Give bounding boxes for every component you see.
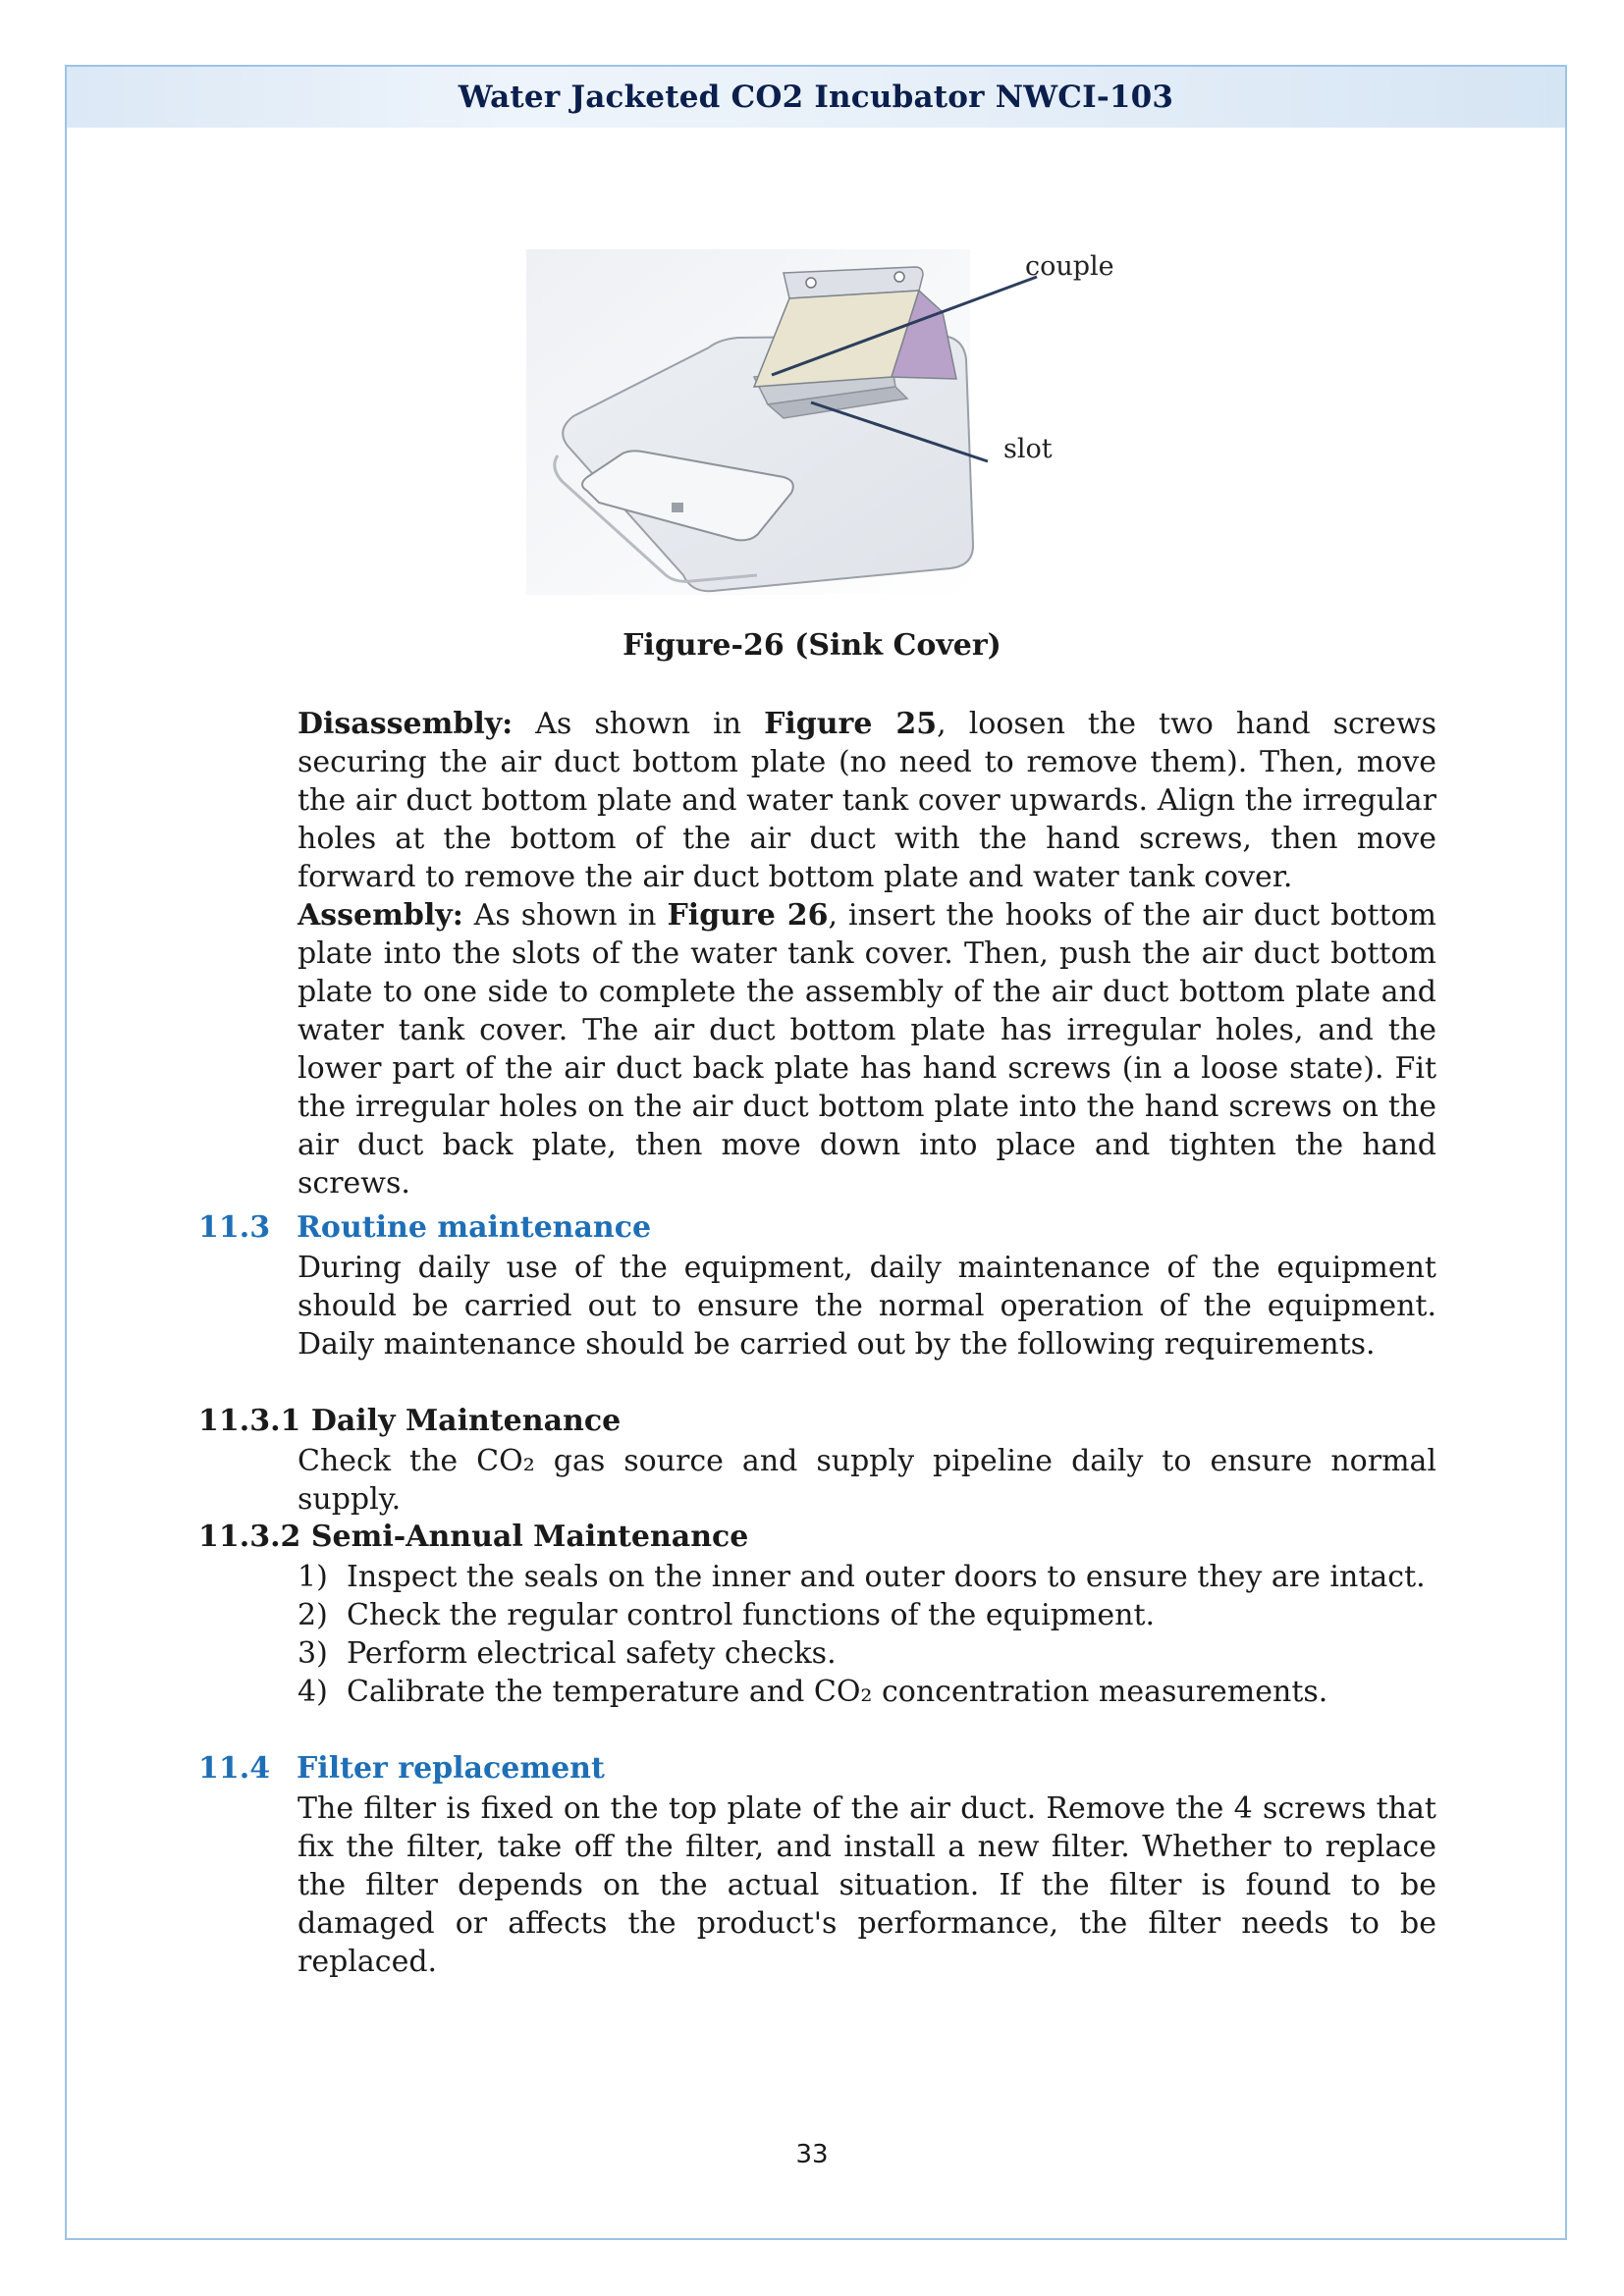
assembly-text-2: , insert the hooks of the air duct bottom plate into the slots of the water tank cover. Then, push the air duct bottom plate to one side to complete the assembly of the air duct bottom plate and water tank cover. The air duct bottom plate has irregular holes, and the lower part of the air duct back plate has hand screws (in a loose state). Fit the irregular holes on the air duct bottom plate into the hand screws on the air duct back plate, then move down into place and tighten the hand screws. [298, 898, 1436, 1201]
section-11-4-title: Filter replacement [297, 1751, 605, 1786]
section-11-4-body: The filter is fixed on the top plate of the air duct. Remove the 4 screws that fix the filter, take off the filter, and install a new filter. Whether to replace the filter depends on the actual situation. If the filter is found to be damaged or affects the product's performance, the filter needs to be replaced. [298, 1791, 1436, 1979]
list-item [298, 1673, 1436, 1711]
disassembly-paragraph [298, 705, 1436, 896]
list-item-number: 2) [298, 1598, 328, 1632]
screw-hole-right [894, 272, 904, 282]
list-item [298, 1634, 1436, 1673]
slot-label: slot [1003, 434, 1053, 464]
screw-hole-left [806, 278, 816, 288]
disassembly-label: Disassembly: [298, 707, 514, 741]
figure-26-ref: Figure 26 [667, 898, 829, 933]
slot-latch [672, 503, 683, 512]
list-item-number: 1) [298, 1560, 328, 1594]
section-11-3-number: 11.3 [198, 1210, 271, 1245]
list-item-text: Check the regular control functions of the equipment. [347, 1598, 1156, 1632]
section-11-3-1-body: Check the CO₂ gas source and supply pipeline daily to ensure normal supply. [298, 1444, 1436, 1517]
list-item-number: 4) [298, 1675, 328, 1709]
page-header [67, 67, 1565, 128]
list-item [298, 1596, 1436, 1634]
list-item-text: Inspect the seals on the inner and outer doors to ensure they are intact. [347, 1560, 1426, 1594]
section-11-3-title: Routine maintenance [297, 1210, 652, 1245]
sink-cover-figure [526, 249, 1114, 595]
figure-25-ref: Figure 25 [764, 707, 938, 741]
semi-annual-list [298, 1558, 1436, 1711]
disassembly-text-2: , loosen the two hand screws securing the air duct bottom plate (no need to remove them). Then, move the air duct bottom plate and water tank cover upwards. Align the irregular holes at the bottom of the air duct with the hand screws, then move forward to remove the air duct bottom plate and water tank cover. [298, 707, 1436, 894]
page-number: 33 [795, 2140, 829, 2169]
section-11-3-1-heading: 11.3.1 Daily Maintenance [198, 1404, 622, 1438]
list-item-text: Perform electrical safety checks. [347, 1636, 837, 1671]
couple-label: couple [1025, 251, 1114, 282]
list-item-number: 3) [298, 1636, 328, 1671]
assembly-text-1: As shown in [462, 898, 668, 933]
figure-caption: Figure-26 (Sink Cover) [623, 628, 1001, 663]
section-11-3-heading [198, 1210, 651, 1245]
list-item-text: Calibrate the temperature and CO₂ concentration measurements. [347, 1675, 1328, 1709]
assembly-label: Assembly: [298, 898, 463, 933]
section-11-3-2-heading: 11.3.2 Semi-Annual Maintenance [198, 1520, 749, 1554]
list-item [298, 1558, 1436, 1596]
header-title: Water Jacketed CO2 Incubator NWCI-103 [458, 80, 1174, 115]
section-11-4-heading [198, 1751, 605, 1786]
assembly-paragraph [298, 896, 1436, 1202]
section-11-3-body: During daily use of the equipment, daily maintenance of the equipment should be carried out to ensure the normal operation of the equipment. Daily maintenance should be carried out by the following requirements. [298, 1251, 1436, 1362]
disassembly-text-1: As shown in [513, 707, 765, 741]
section-11-4-number: 11.4 [198, 1751, 271, 1786]
